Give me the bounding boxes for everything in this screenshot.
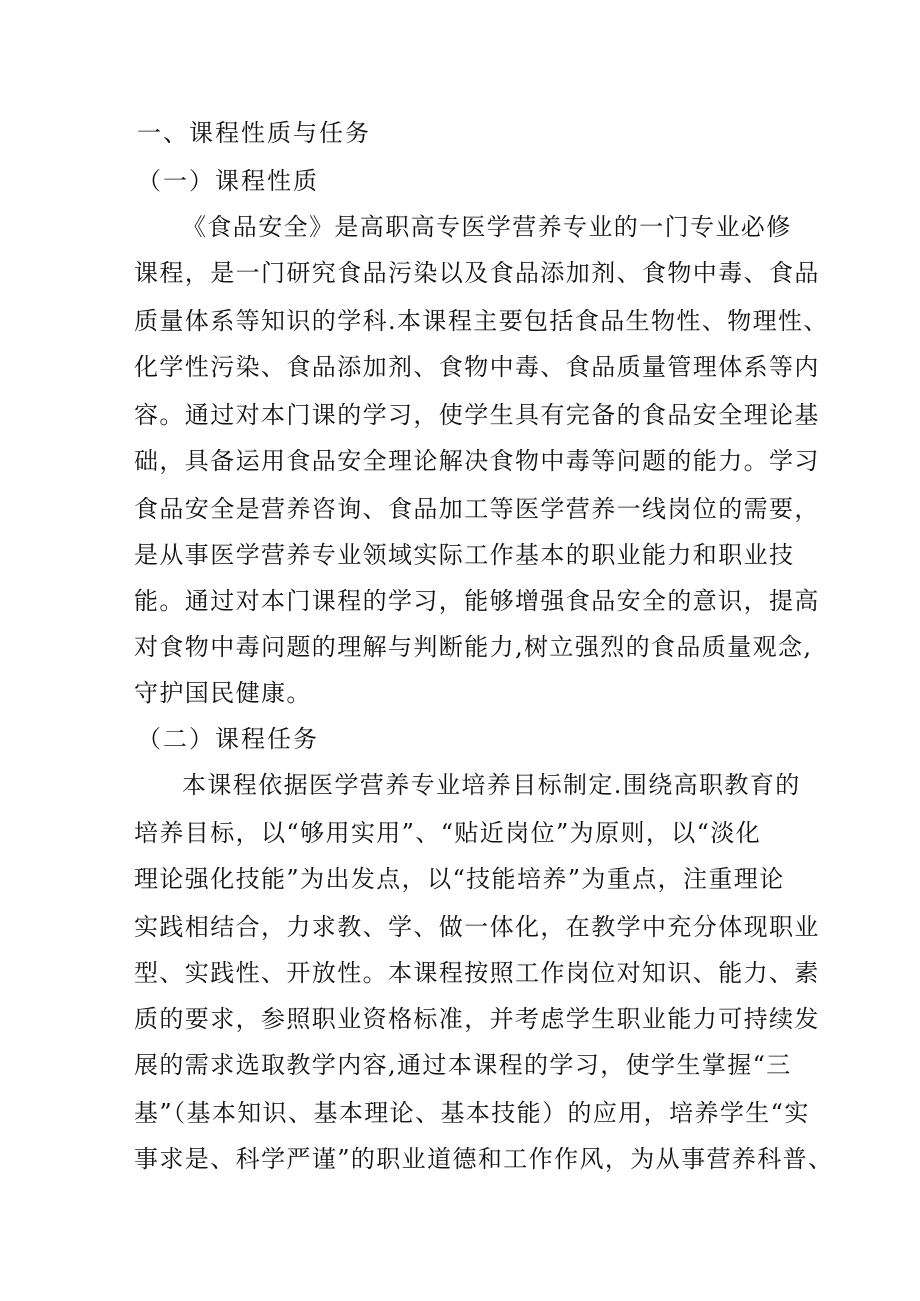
paragraph-line: 课程，是一门研究食品污染以及食品添加剂、食物中毒、食品	[134, 259, 820, 287]
paragraph-line: 培养目标，以“够用实用”、“贴近岗位”为原则，以“淡化	[134, 819, 762, 847]
paragraph-line: 守护国民健康。	[134, 679, 312, 707]
paragraph-line: 型、实践性、开放性。本课程按照工作岗位对知识、能力、素	[134, 959, 820, 987]
paragraph-line: 质的要求，参照职业资格标准，并考虑学生职业能力可持续发	[134, 1005, 820, 1033]
paragraph-line: 容。通过对本门课的学习，使学生具有完备的食品安全理论基	[134, 401, 820, 429]
paragraph-line: 展的需求选取教学内容,通过本课程的学习，使学生掌握“三	[134, 1051, 792, 1079]
paragraph-line: 是从事医学营养专业领域实际工作基本的职业能力和职业技	[134, 541, 795, 569]
section-heading: 一、课程性质与任务	[137, 119, 371, 147]
paragraph-line: 础，具备运用食品安全理论解决食物中毒等问题的能力。学习	[134, 447, 820, 475]
paragraph-line: 本课程依据医学营养专业培养目标制定.围绕高职教育的	[182, 771, 801, 799]
paragraph-line: 实践相结合，力求教、学、做一体化，在教学中充分体现职业	[134, 913, 820, 941]
paragraph-line: 化学性污染、食品添加剂、食物中毒、食品质量管理体系等内	[134, 353, 820, 381]
paragraph-line: 质量体系等知识的学科.本课程主要包括食品生物性、物理性、	[134, 307, 829, 335]
paragraph-line: 事求是、科学严谨”的职业道德和工作作风，为从事营养科普、	[134, 1145, 834, 1173]
paragraph-line: 《食品安全》是高职高专医学营养专业的一门专业必修	[182, 213, 792, 241]
paragraph-line: 基”（基本知识、基本理论、基本技能）的应用，培养学生“实	[134, 1099, 810, 1127]
subsection-heading-nature: （一）课程性质	[137, 167, 319, 195]
paragraph-line: 对食物中毒问题的理解与判断能力,树立强烈的食品质量观念,	[134, 633, 813, 661]
subsection-heading-tasks: （二）课程任务	[137, 725, 319, 753]
paragraph-line: 能。通过对本门课程的学习，能够增强食品安全的意识，提高	[134, 587, 820, 615]
paragraph-line: 食品安全是营养咨询、食品加工等医学营养一线岗位的需要，	[134, 495, 820, 523]
paragraph-line: 理论强化技能”为出发点，以“技能培养”为重点，注重理论	[134, 865, 785, 893]
